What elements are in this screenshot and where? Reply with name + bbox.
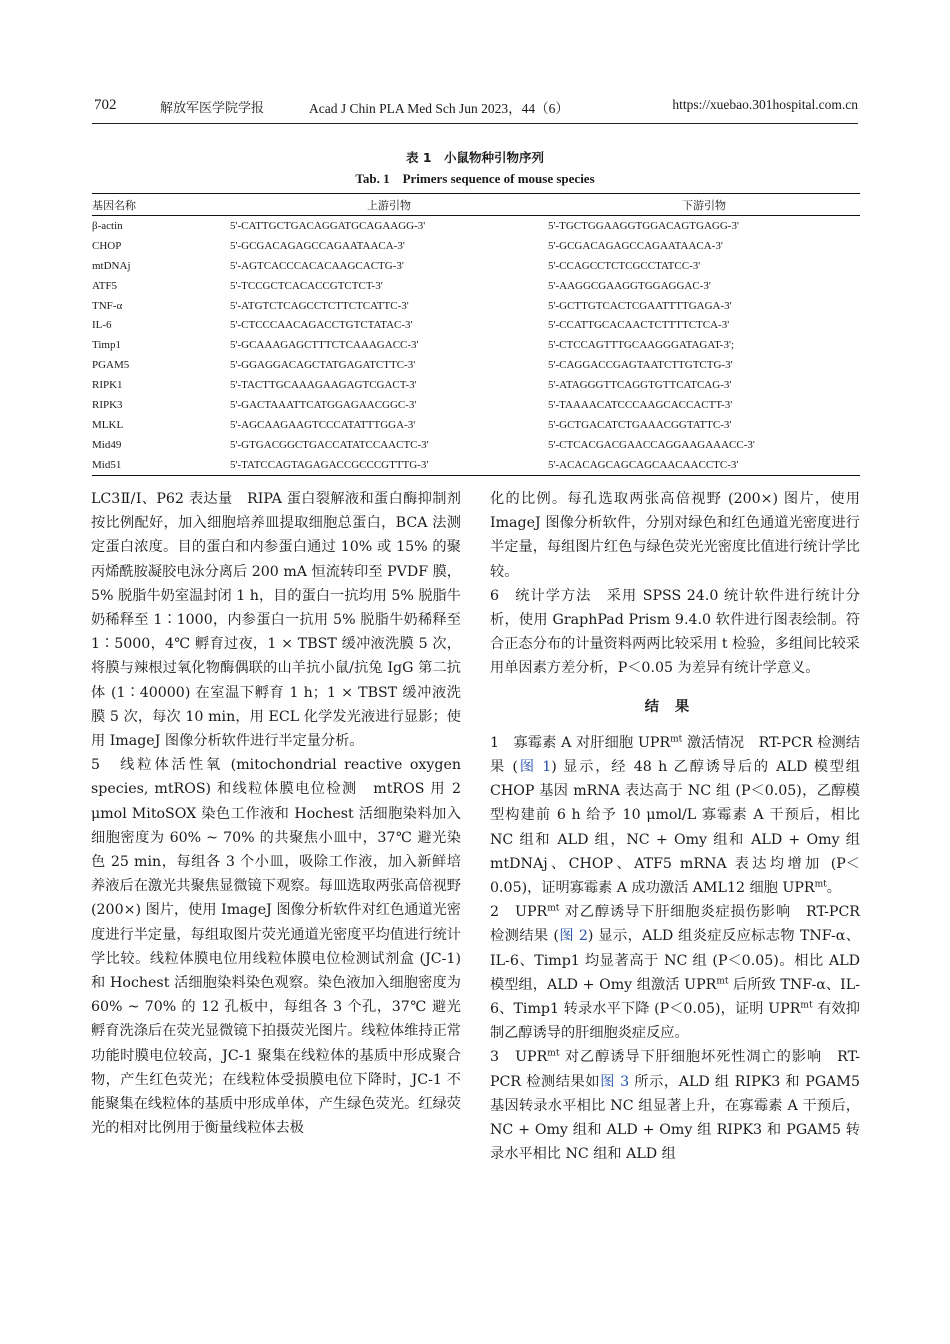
result-1-text-b: 激活情况 RT-PCR 检测结果 ( <box>490 734 860 776</box>
forward-primer-cell: 5'-TATCCAGTAGAGACCGCCCGTTTG-3' <box>230 455 548 475</box>
paragraph-mtros: 5 线粒体活性氧 (mitochondrial reactive oxygen species, mtROS) 和线粒体膜电位检测 mtROS 用 2 μmol MitoSOX 染色工作液和 Hochest 活细胞染料加入细胞密度为 60% ~ 70% 的共聚焦小皿中，37℃ 避光染色 25 min，每组各 3 个小皿，吸除工作液，加入新鲜培养液后在激光共聚焦显微镜下观察。每皿选取两张高倍视野 (200×) 图片，使用 ImageJ 图像分析软件对红色通道光密度进行半定量，每组取图片荧光通道光密度平均值进行统计学比较。线粒体膜电位用线粒体膜电位检测试剂盒 (JC-1) 和 Hochest 活细胞染料染色观察。染色液加入细胞密度为 60% ~ 70% 的 12 孔板中，每组各 3 个孔，37℃ 避光孵育洗涤后在荧光显微镜下拍摄荧光图片。线粒体维持正常功能时膜电位较高，JC-1 聚集在线粒体的基质中形成聚合物，产生红色荧光；在线粒体受损膜电位下降时，JC-1 不能聚集在线粒体的基质中形成单体，产生绿色荧光。红绿荧光的相对比例用于衡量线粒体去极 <box>91 757 461 1137</box>
reverse-primer-cell: 5'-GCTTGTCACTCGAATTTTGAGA-3' <box>548 299 732 312</box>
table-row <box>92 455 860 475</box>
reverse-primer-cell: 5'-ATAGGGTTCAGGTGTTCATCAG-3' <box>548 379 732 392</box>
table-row <box>92 276 860 296</box>
gene-name-cell: RIPK1 <box>92 379 123 392</box>
table-row <box>92 216 860 236</box>
sup-mt: mt <box>670 734 683 745</box>
forward-primer-cell: 5'-AGTCACCCACACAAGCACTG-3' <box>230 259 404 272</box>
reverse-primer-cell: 5'-GCTGACATCTGAAACGGTATTC-3' <box>548 418 732 431</box>
gene-name-cell: mtDNAj <box>92 259 131 272</box>
forward-primer-cell: 5'-TCCGCTCACACCGTCTCT-3' <box>230 279 383 292</box>
right-column <box>490 487 860 1166</box>
table-row <box>92 256 860 276</box>
header-gene: 基因名称 <box>92 194 230 216</box>
reverse-primer-cell: 5'-CAGGACCGAGTAATCTTGTCTG-3' <box>548 359 733 372</box>
gene-name-cell: IL-6 <box>92 319 112 332</box>
gene-name-cell: MLKL <box>92 418 124 431</box>
table-row <box>92 415 860 435</box>
reverse-primer-cell: 5'-TGCTGGAAGGTGGACAGTGAGG-3' <box>548 219 739 232</box>
paragraph-result-3 <box>490 1045 860 1166</box>
table-row <box>92 236 860 256</box>
table-row <box>92 435 860 455</box>
paragraph-jc1-continued: 化的比例。每孔选取两张高倍视野 (200×) 图片，使用 ImageJ 图像分析软件，分别对绿色和红色通道光密度进行半定量，每组图片红色与绿色荧光光密度比值进行统计学比较。 <box>490 491 860 580</box>
journal-url[interactable]: https://xuebao.301hospital.com.cn <box>672 97 858 112</box>
result-2-text-a: 2 UPR <box>490 904 548 921</box>
forward-primer-cell: 5'-TACTTGCAAAGAAGAGTCGACT-3' <box>230 379 417 392</box>
figure-2-link[interactable]: 图 2 <box>558 928 588 945</box>
gene-name-cell: PGAM5 <box>92 359 130 372</box>
table-row <box>92 375 860 395</box>
reverse-primer-cell: 5'-TAAAACATCCCAAGCACCACTT-3' <box>548 398 733 411</box>
table-row <box>92 315 860 335</box>
forward-primer-cell: 5'-GCGACAGAGCCAGAATAACA-3' <box>230 239 405 252</box>
forward-primer-cell: 5'-CATTGCTGACAGGATGCAGAAGG-3' <box>230 219 426 232</box>
result-1-text-d: 。 <box>826 880 841 897</box>
forward-primer-cell: 5'-ATGTCTCAGCCTCTTCTCATTC-3' <box>230 299 409 312</box>
reverse-primer-cell: 5'-CTCACGACGAACCAGGAAGAAACC-3' <box>548 438 755 451</box>
header-reverse: 下游引物 <box>548 194 860 216</box>
gene-name-cell: ATF5 <box>92 279 118 292</box>
table-body <box>92 216 860 476</box>
reverse-primer-cell: 5'-ACACAGCAGCAGCAACAACCTC-3' <box>548 455 860 475</box>
paragraph-result-2 <box>490 900 860 1045</box>
header-forward: 上游引物 <box>230 194 548 216</box>
result-3-text-c: 所示，ALD 组 RIPK3 和 PGAM5 基因转录水平相比 NC 组显著上升，在寡霉素 A 干预后，NC + Omy 组和 ALD + Omy 组 RIPK3 和 PGAM5 转录水平相比 NC 组和 ALD 组 <box>490 1073 860 1163</box>
gene-name-cell: Timp1 <box>92 339 121 352</box>
gene-name-cell: β-actin <box>92 219 123 232</box>
gene-name-cell: TNF-α <box>92 299 123 312</box>
gene-name-cell: Mid49 <box>92 438 122 451</box>
page-number: 702 <box>94 97 117 113</box>
header-rule <box>92 123 858 124</box>
sup-mt: mt <box>814 879 827 890</box>
reverse-primer-cell: 5'-CCATTGCACAACTCTTTTCTCA-3' <box>548 319 730 332</box>
reverse-primer-cell: 5'-CCAGCCTCTCGCCTATCC-3' <box>548 259 701 272</box>
result-2-text-b: 对乙醇诱导下肝细胞炎症损伤影响 RT-PCR 检测结果 ( <box>490 904 860 945</box>
table-row <box>92 355 860 375</box>
table-row <box>92 335 860 355</box>
table-caption-en: Tab. 1 Primers sequence of mouse species <box>355 171 595 186</box>
result-2-text-c: ) 显示，ALD 组炎症反应标志物 TNF-α、IL-6、Timp1 均显著高于 NC 组 (P＜0.05)。相比 ALD 模型组，ALD + Omy 组激活 UPR <box>490 928 860 993</box>
left-column <box>91 487 461 1140</box>
primer-table <box>92 193 860 476</box>
figure-1-link[interactable]: 图 1 <box>517 759 552 776</box>
sup-mt: mt <box>547 1048 560 1059</box>
sup-mt: mt <box>716 976 729 987</box>
result-3-text-b: 对乙醇诱导下肝细胞坏死性凋亡的影响 RT-PCR 检测结果如 <box>490 1049 860 1090</box>
sup-mt: mt <box>800 1000 813 1011</box>
reverse-primer-cell: 5'-GCGACAGAGCCAGAATAACA-3' <box>548 239 723 252</box>
running-header <box>92 97 858 121</box>
reverse-primer-cell: 5'-AAGGCGAAGGTGGAGGAC-3' <box>548 279 711 292</box>
table-row <box>92 296 860 316</box>
journal-title-cn: 解放军医学院学报 <box>160 101 265 116</box>
paragraph-statistics: 6 统计学方法 采用 SPSS 24.0 统计软件进行统计分析，使用 GraphPad Prism 9.4.0 软件进行图表绘制。符合正态分布的计量资料两两比较采用 t 检验，多组间比较采用单因素方差分析，P＜0.05 为差异有统计学意义。 <box>490 587 860 677</box>
result-1-text-a: 1 寡霉素 A 对肝细胞 UPR <box>490 734 671 751</box>
result-2-text-e: 有效抑制乙醇诱导的肝细胞炎症反应。 <box>490 1001 860 1042</box>
forward-primer-cell: 5'-AGCAAGAAGTCCCATATTTGGA-3' <box>230 418 416 431</box>
gene-name-cell: RIPK3 <box>92 398 123 411</box>
result-1-text-c: ) 显示，经 48 h 乙醇诱导后的 ALD 模型组 CHOP 基因 mRNA 表达高于 NC 组 (P＜0.05)，乙醇模型构建前 6 h 给予 10 μmol/L 寡霉素 A 干预后，相比 NC 组和 ALD 组，NC + Omy 组和 ALD + Omy 组 mtDNAj、CHOP、ATF5 mRNA 表达均增加 (P＜0.05)，证明寡霉素 A 成功激活 AML12 细胞 UPR <box>490 759 860 897</box>
table-header-row <box>92 194 860 216</box>
sup-mt: mt <box>547 903 560 914</box>
forward-primer-cell: 5'-GCAAAGAGCTTTCTCAAAGACC-3' <box>230 339 419 352</box>
forward-primer-cell: 5'-CTCCCAACAGACCTGTCTATAC-3' <box>230 319 413 332</box>
figure-3-link[interactable]: 图 3 <box>600 1073 630 1090</box>
gene-name-cell: CHOP <box>92 239 122 252</box>
result-3-text-a: 3 UPR <box>490 1049 548 1066</box>
paragraph-result-1 <box>490 731 860 900</box>
forward-primer-cell: 5'-GTGACGGCTGACCATATCCAACTC-3' <box>230 438 429 451</box>
table-row <box>92 395 860 415</box>
table-caption-cn: 表 1 小鼠物种引物序列 <box>405 150 545 165</box>
section-title-results: 结果 <box>644 698 706 715</box>
forward-primer-cell: 5'-GGAGGACAGCTATGAGATCTTC-3' <box>230 359 416 372</box>
gene-name-cell: Mid51 <box>92 455 230 475</box>
result-2-text-d: 后所致 TNF-α、IL-6、Timp1 转录水平下降 (P＜0.05)，证明 UPR <box>490 976 860 1018</box>
journal-title-en: Acad J Chin PLA Med Sch Jun 2023，44（6） <box>309 101 569 116</box>
paragraph-western-blot: LC3Ⅱ/Ⅰ、P62 表达量 RIPA 蛋白裂解液和蛋白酶抑制剂按比例配好，加入细胞培养皿提取细胞总蛋白，BCA 法测定蛋白浓度。目的蛋白和内参蛋白通过 10% 或 15% 的聚丙烯酰胺凝胶电泳分离后 200 mA 恒流转印至 PVDF 膜，5% 脱脂牛奶室温封闭 1 h，目的蛋白一抗均用 5% 脱脂牛奶稀释至 1∶1000，内参蛋白一抗用 5% 脱脂牛奶稀释至 1∶5000，4℃ 孵育过夜，1 × TBST 缓冲液洗膜 5 次，将膜与辣根过氧化物酶偶联的山羊抗小鼠/抗兔 IgG 第二抗体 (1∶40000) 在室温下孵育 1 h；1 × TBST 缓冲液洗膜 5 次，每次 10 min，用 ECL 化学发光液进行显影；使用 ImageJ 图像分析软件进行半定量分析。 <box>91 491 461 750</box>
forward-primer-cell: 5'-GACTAAATTCATGGAGAACGGC-3' <box>230 398 417 411</box>
reverse-primer-cell: 5'-CTCCAGTTTGCAAGGGATAGAT-3'; <box>548 339 735 352</box>
